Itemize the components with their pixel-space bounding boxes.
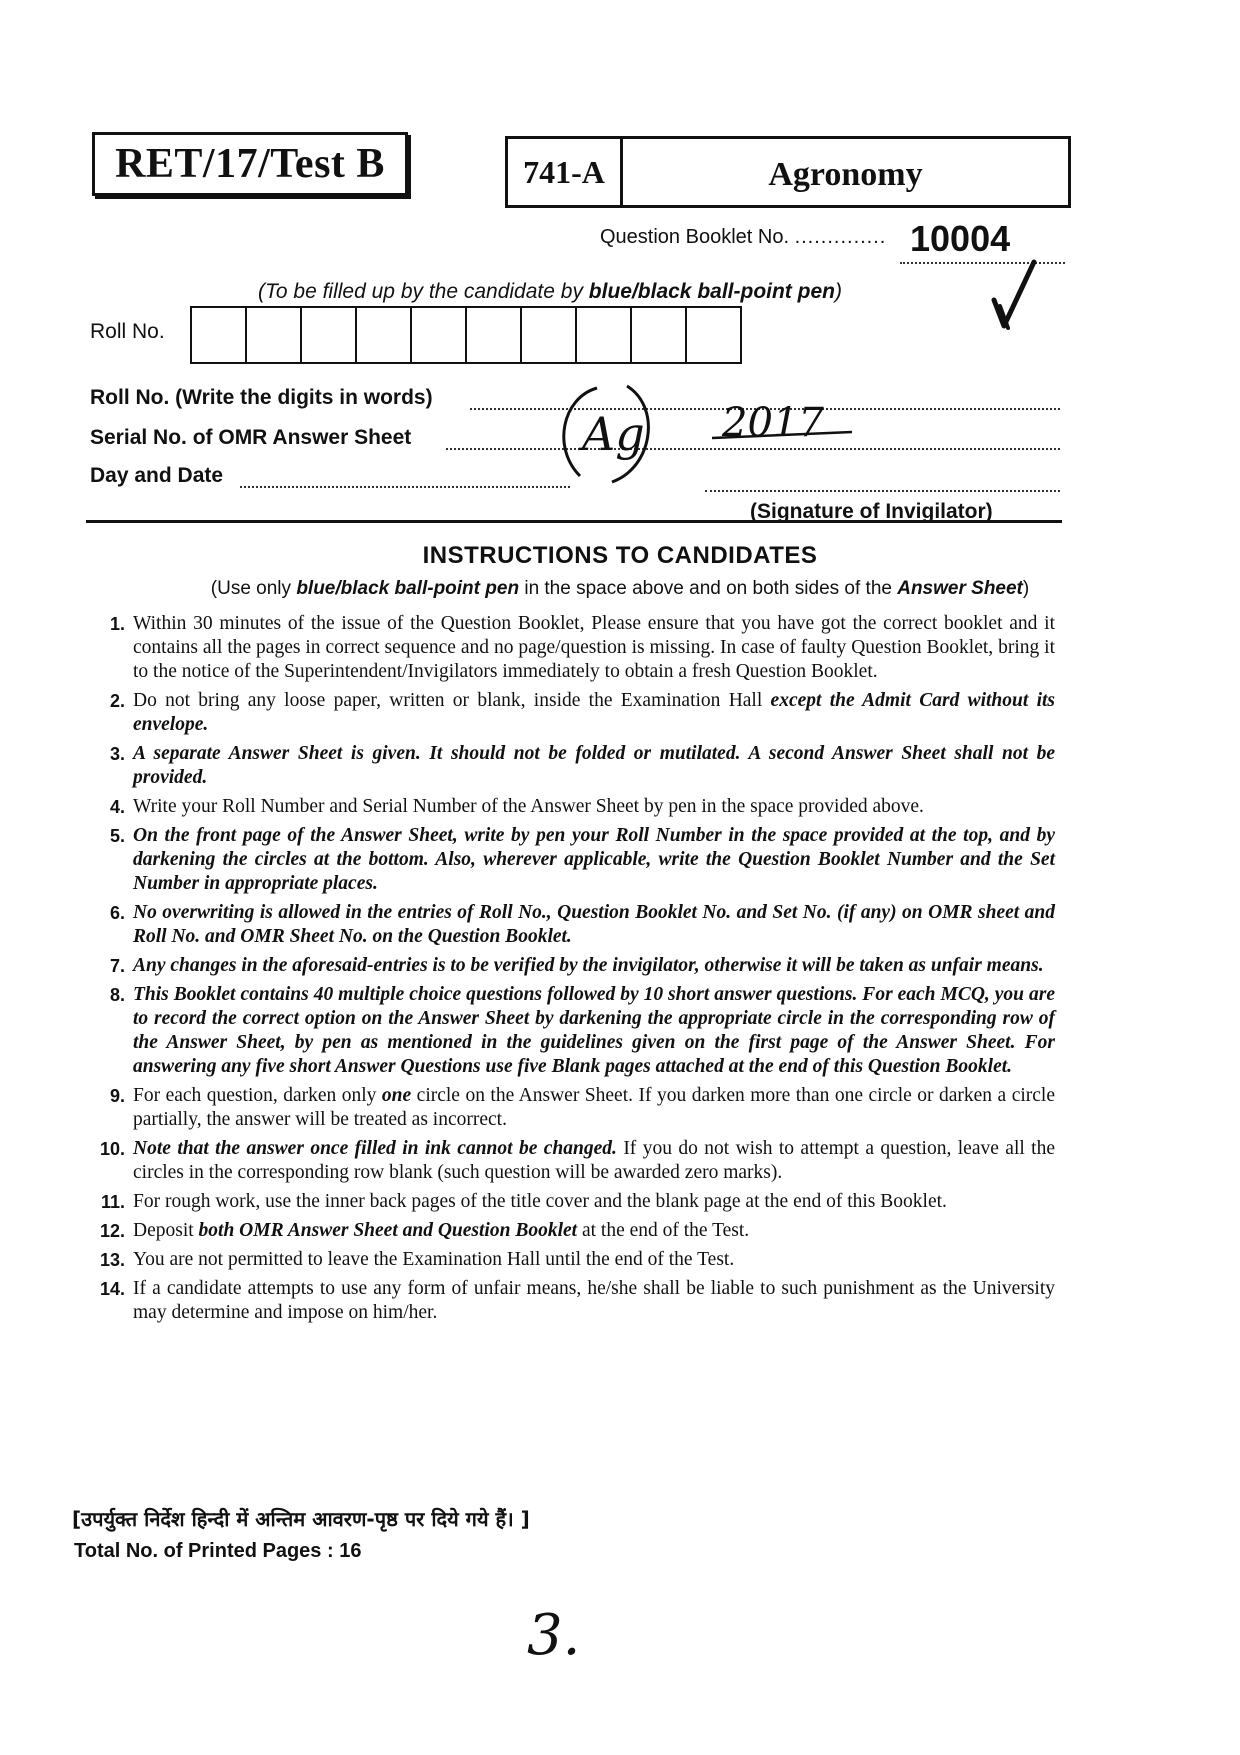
instruction-number: 13.	[99, 1250, 125, 1270]
subtitle-prefix: (Use only	[210, 578, 297, 599]
fill-note-suffix: )	[834, 280, 842, 303]
roll-digit-box[interactable]	[192, 308, 247, 362]
check-mark-icon	[990, 258, 1040, 338]
roll-words-label: Roll No. (Write the digits in words)	[90, 386, 433, 409]
instruction-text: For each question, darken only	[133, 1085, 382, 1106]
test-id-box	[92, 132, 408, 196]
instruction-emphasis: On the front page of the Answer Sheet, write by pen your Roll Number in the space provided at the top, and by darkening the circles at the bottom. Also, wherever applicable, write the Question Booklet Number and the Set Number in appropriate places.	[133, 825, 1055, 894]
instruction-text-tail: circle on the Answer Sheet. If you darken more than one circle or darken a circle partially, the answer will be treated as incorrect.	[133, 1085, 1055, 1130]
instruction-item	[85, 824, 1055, 896]
subtitle-mid: in the space above and on both sides of the	[519, 578, 898, 599]
instruction-emphasis: This Booklet contains 40 multiple choice questions followed by 10 short answer questions. For each MCQ, you are to record the correct option on the Answer Sheet by darkening the appropriate circle in the corresponding row of the Answer Sheet, by pen as mentioned in the guidelines given on the first page of the Answer Sheet. For answering any five short Answer Questions use five Blank pages attached at the end of this Question Booklet.	[133, 984, 1055, 1077]
hindi-note: [उपर्युक्त निर्देश हिन्दी में अन्तिम आवरण-पृष्ठ पर दिये गये हैं। ]	[72, 1507, 530, 1531]
instruction-item	[85, 612, 1055, 684]
booklet-no-label: Question Booklet No.	[600, 226, 789, 248]
instruction-text-tail: at the end of the Test.	[577, 1220, 750, 1241]
instruction-number: 14.	[99, 1279, 125, 1299]
instruction-item	[85, 795, 1055, 819]
instruction-emphasis: except the Admit Card without its envelope.	[133, 690, 1055, 735]
instruction-text: For rough work, use the inner back pages of the title cover and the blank page at the end of this Booklet.	[133, 1191, 947, 1212]
instruction-text: Within 30 minutes of the issue of the Question Booklet, Please ensure that you have got the correct booklet and it contains all the pages in correct sequence and no page/question is missing. In case of faulty Question Booklet, bring it to the notice of the Superintendent/Invigilators immediately to obtain a fresh Question Booklet.	[133, 613, 1055, 682]
instruction-emphasis: No overwriting is allowed in the entries of Roll No., Question Booklet No. and Set No. (if any) on OMR sheet and Roll No. and OMR Sheet No. on the Question Booklet.	[133, 902, 1055, 947]
booklet-no-dots: ..............	[794, 226, 887, 248]
fill-instruction	[258, 280, 842, 304]
instruction-item	[85, 1190, 1055, 1214]
instructions-list	[85, 612, 1055, 1330]
instruction-text: Deposit	[133, 1220, 199, 1241]
roll-digit-box[interactable]	[412, 308, 467, 362]
instruction-text: Write your Roll Number and Serial Number of the Answer Sheet by pen in the space provided above.	[133, 796, 924, 817]
roll-digit-box[interactable]	[467, 308, 522, 362]
handwritten-year: 2017	[722, 400, 824, 446]
instruction-item	[85, 983, 1055, 1079]
handwritten-page-mark	[525, 1598, 595, 1668]
instruction-text: You are not permitted to leave the Examination Hall until the end of the Test.	[133, 1249, 735, 1270]
handwritten-code: Ag	[582, 407, 645, 461]
instruction-text: If a candidate attempts to use any form of unfair means, he/she shall be liable to such punishment as the University may determine and impose on him/her.	[133, 1278, 1055, 1323]
roll-digit-box[interactable]	[302, 308, 357, 362]
instruction-emphasis: one	[381, 1085, 412, 1106]
paper-code-box	[505, 136, 1071, 208]
handwritten-mark-text: 3.	[527, 1603, 581, 1668]
instructions-subtitle	[0, 578, 1240, 600]
booklet-no-line	[600, 226, 886, 249]
instruction-number: 3.	[109, 744, 125, 764]
booklet-no-underline	[900, 262, 1065, 264]
instruction-number: 1.	[109, 614, 125, 634]
instruction-item	[85, 901, 1055, 949]
day-date-label: Day and Date	[90, 464, 224, 487]
subtitle-suffix: )	[1022, 578, 1030, 599]
subtitle-bold-2: Answer Sheet	[897, 578, 1023, 599]
instruction-text: Do not bring any loose paper, written or blank, inside the Examination Hall	[133, 690, 771, 711]
booklet-number: 10004	[910, 218, 1011, 259]
day-date-field[interactable]	[240, 486, 570, 488]
paper-code: 741-A	[508, 139, 623, 205]
roll-digit-box[interactable]	[247, 308, 302, 362]
fill-note-bold: blue/black ball-point pen	[588, 280, 835, 303]
instruction-item	[85, 954, 1055, 978]
test-id: RET/17/Test B	[115, 141, 385, 187]
instruction-number: 4.	[109, 797, 125, 817]
roll-digit-box[interactable]	[357, 308, 412, 362]
handwritten-annotation	[552, 378, 872, 488]
roll-digit-box[interactable]	[522, 308, 577, 362]
instruction-item	[85, 1277, 1055, 1325]
instruction-number: 5.	[109, 826, 125, 846]
omr-serial-label: Serial No. of OMR Answer Sheet	[90, 426, 412, 449]
instruction-item	[85, 1219, 1055, 1243]
instruction-number: 10.	[99, 1139, 125, 1159]
instruction-emphasis: both OMR Answer Sheet and Question Booklet	[198, 1220, 578, 1241]
instruction-item	[85, 1248, 1055, 1272]
instruction-item	[85, 1084, 1055, 1132]
section-divider	[86, 520, 1062, 523]
instruction-emphasis: Note that the answer once filled in ink cannot be changed.	[133, 1138, 617, 1159]
instruction-number: 11.	[100, 1192, 125, 1212]
roll-no-label: Roll No.	[90, 320, 165, 343]
instruction-number: 9.	[109, 1086, 125, 1106]
instruction-text-tail: If you do not wish to attempt a question, leave all the circles in the corresponding row blank (such question will be awarded zero marks).	[133, 1138, 1056, 1183]
instructions-title: INSTRUCTIONS TO CANDIDATES	[422, 542, 818, 569]
signature-field[interactable]	[705, 490, 1060, 492]
instruction-number: 8.	[109, 985, 125, 1005]
roll-no-grid[interactable]	[190, 306, 742, 364]
instruction-number: 12.	[99, 1221, 125, 1241]
instruction-number: 7.	[109, 956, 125, 976]
subject-name: Agronomy	[768, 156, 923, 193]
fill-note-prefix: (To be filled up by the candidate by	[258, 280, 589, 303]
roll-digit-box[interactable]	[632, 308, 687, 362]
signature-label: (Signature of Invigilator)	[750, 500, 993, 523]
instruction-item	[85, 1137, 1055, 1185]
instruction-number: 6.	[109, 903, 125, 923]
roll-digit-box[interactable]	[577, 308, 632, 362]
instruction-item	[85, 689, 1055, 737]
instruction-emphasis: Any changes in the aforesaid-entries is to be verified by the invigilator, otherwise it will be taken as unfair means.	[133, 955, 1044, 976]
subtitle-bold: blue/black ball-point pen	[296, 578, 520, 599]
instruction-emphasis: A separate Answer Sheet is given. It should not be folded or mutilated. A second Answer Sheet shall not be provided.	[133, 743, 1055, 788]
total-pages: Total No. of Printed Pages : 16	[74, 1540, 362, 1562]
instruction-number: 2.	[109, 691, 125, 711]
roll-digit-box[interactable]	[687, 308, 740, 362]
instruction-item	[85, 742, 1055, 790]
